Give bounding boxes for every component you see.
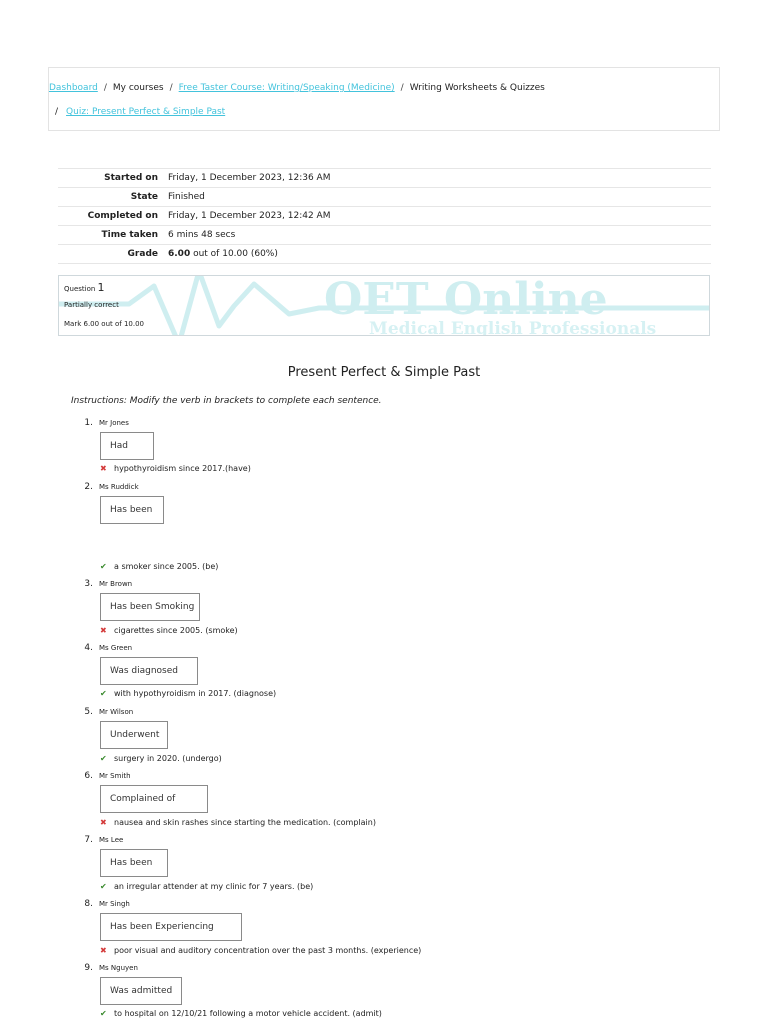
question-info-box — [58, 275, 710, 336]
grade-total: out of 10.00 (60%) — [190, 249, 278, 259]
check-icon: ✔ — [100, 689, 107, 698]
grade-score: 6.00 — [168, 249, 191, 259]
answer-field[interactable]: Complained of — [100, 785, 208, 813]
item-number: 6. — [84, 771, 93, 781]
breadcrumb-separator: / — [400, 83, 404, 93]
summary-value: Friday, 1 December 2023, 12:42 AM — [168, 207, 711, 226]
item-patient: Ms Nguyen — [99, 964, 138, 972]
item-number: 1. — [84, 418, 93, 428]
summary-value: Finished — [168, 188, 711, 207]
item-patient: Ms Lee — [99, 836, 124, 844]
watermark-subtitle: Medical English Professionals — [369, 319, 657, 337]
summary-value: 6 mins 48 secs — [168, 226, 711, 245]
summary-value: Friday, 1 December 2023, 12:36 AM — [168, 169, 711, 188]
summary-value — [168, 245, 711, 264]
item-feedback — [100, 626, 238, 635]
summary-row-state — [58, 188, 711, 207]
item-patient: Ms Ruddick — [99, 483, 139, 491]
item-sentence: nausea and skin rashes since starting the medication. (complain) — [114, 818, 376, 827]
breadcrumb-row — [49, 83, 545, 93]
breadcrumb-my-courses: My courses — [112, 83, 164, 93]
item-sentence: surgery in 2020. (undergo) — [114, 754, 222, 763]
question-mark: Mark 6.00 out of 10.00 — [64, 320, 144, 328]
item-feedback — [100, 882, 313, 891]
breadcrumb-row — [55, 107, 225, 117]
item-patient: Ms Green — [99, 644, 133, 652]
summary-label: Completed on — [58, 207, 168, 226]
summary-label: Started on — [58, 169, 168, 188]
question-number-value: 1 — [97, 281, 105, 294]
check-icon: ✔ — [100, 882, 107, 891]
item-feedback — [100, 946, 421, 955]
item-patient: Mr Singh — [99, 900, 130, 908]
cross-icon: ✖ — [100, 946, 107, 955]
item-feedback — [100, 562, 218, 571]
watermark-title: OET Online — [324, 276, 608, 325]
item-feedback — [100, 818, 376, 827]
question-prefix: Question — [64, 285, 96, 293]
answer-field[interactable]: Was diagnosed — [100, 657, 198, 685]
item-number: 5. — [84, 707, 93, 717]
breadcrumb-section: Writing Worksheets & Quizzes — [409, 83, 545, 93]
item-patient: Mr Brown — [99, 580, 133, 588]
item-number: 7. — [84, 835, 93, 845]
oet-online-watermark-logo — [59, 276, 710, 336]
item-number: 3. — [84, 579, 93, 589]
item-patient: Mr Wilson — [99, 708, 134, 716]
quiz-title: Present Perfect & Simple Past — [287, 365, 481, 380]
answer-field[interactable]: Underwent — [100, 721, 168, 749]
item-feedback — [100, 689, 276, 698]
item-feedback — [100, 464, 251, 473]
answer-field[interactable]: Had — [100, 432, 154, 460]
answer-field[interactable]: Was admitted — [100, 977, 182, 1005]
check-icon: ✔ — [100, 562, 107, 571]
item-feedback — [100, 754, 222, 763]
cross-icon: ✖ — [100, 464, 107, 473]
breadcrumb-dashboard-link[interactable]: Dashboard — [49, 83, 98, 93]
item-number: 2. — [84, 482, 93, 492]
item-number: 9. — [84, 963, 93, 973]
summary-label: Time taken — [58, 226, 168, 245]
item-sentence: an irregular attender at my clinic for 7 years. (be) — [114, 882, 314, 891]
breadcrumb — [48, 67, 720, 131]
item-sentence: to hospital on 12/10/21 following a motor vehicle accident. (admit) — [114, 1009, 382, 1018]
item-sentence: with hypothyroidism in 2017. (diagnose) — [114, 689, 277, 698]
item-number: 8. — [84, 899, 93, 909]
item-number: 4. — [84, 643, 93, 653]
attempt-summary-table — [58, 168, 711, 264]
breadcrumb-separator: / — [169, 83, 173, 93]
summary-row-completed — [58, 207, 711, 226]
check-icon: ✔ — [100, 754, 107, 763]
item-sentence: poor visual and auditory concentration over the past 3 months. (experience) — [114, 946, 422, 955]
question-number — [64, 281, 105, 294]
item-sentence: hypothyroidism since 2017.(have) — [114, 464, 251, 473]
quiz-instructions: Instructions: Modify the verb in brackets to complete each sentence. — [71, 396, 382, 406]
summary-row-started — [58, 169, 711, 188]
cross-icon: ✖ — [100, 818, 107, 827]
cross-icon: ✖ — [100, 626, 107, 635]
summary-row-time-taken — [58, 226, 711, 245]
item-sentence: a smoker since 2005. (be) — [114, 562, 219, 571]
summary-label: State — [58, 188, 168, 207]
check-icon: ✔ — [100, 1009, 107, 1018]
summary-row-grade — [58, 245, 711, 264]
breadcrumb-quiz-link[interactable]: Quiz: Present Perfect & Simple Past — [66, 107, 226, 117]
answer-field[interactable]: Has been — [100, 496, 164, 524]
answer-field[interactable]: Has been — [100, 849, 168, 877]
breadcrumb-separator: / — [103, 83, 107, 93]
item-feedback — [100, 1009, 382, 1018]
item-patient: Mr Smith — [99, 772, 131, 780]
breadcrumb-separator: / — [55, 107, 59, 117]
breadcrumb-course-link[interactable]: Free Taster Course: Writing/Speaking (Medicine) — [178, 83, 395, 93]
item-patient: Mr Jones — [99, 419, 129, 427]
question-state: Partially correct — [64, 301, 119, 309]
answer-field[interactable]: Has been Smoking — [100, 593, 200, 621]
answer-field[interactable]: Has been Experiencing — [100, 913, 242, 941]
item-sentence: cigarettes since 2005. (smoke) — [114, 626, 238, 635]
summary-label: Grade — [58, 245, 168, 264]
